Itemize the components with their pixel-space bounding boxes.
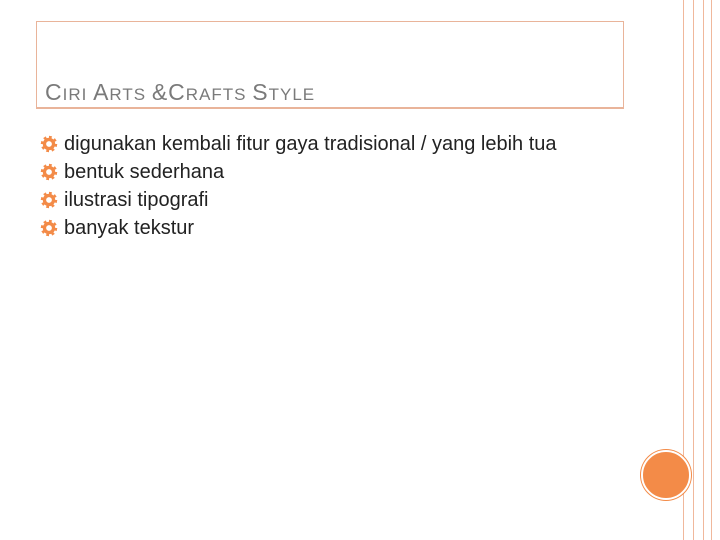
bullet-text: ilustrasi tipografi: [64, 189, 209, 211]
gear-icon: [40, 135, 58, 153]
title-part: C: [45, 79, 63, 105]
bullet-text: bentuk sederhana: [64, 161, 225, 183]
bullet-text: banyak tekstur: [64, 217, 195, 239]
title-part: RAFTS: [185, 85, 253, 104]
gear-icon: [40, 191, 58, 209]
title-part: IRI: [62, 85, 94, 104]
title-part: A: [93, 79, 110, 105]
list-item: [36, 132, 606, 156]
decorative-line: [693, 0, 694, 540]
bullet-text: digunakan kembali fitur gaya tradisional / yang lebih tua: [64, 133, 557, 155]
list-item: [36, 216, 606, 240]
bullet-list: [36, 132, 606, 244]
decorative-line: [703, 0, 704, 540]
list-item: [36, 160, 606, 184]
title-part: S: [252, 79, 269, 105]
decorative-line: [711, 0, 712, 540]
title-box: [36, 21, 624, 109]
decorative-circle: [641, 450, 691, 500]
title-underline: [37, 107, 623, 108]
gear-icon: [40, 163, 58, 181]
list-item: [36, 188, 606, 212]
gear-icon: [40, 219, 58, 237]
title-part: RTS: [109, 85, 152, 104]
title-part: TYLE: [268, 85, 316, 104]
title-part: &C: [151, 79, 186, 105]
slide-title: [45, 79, 315, 106]
